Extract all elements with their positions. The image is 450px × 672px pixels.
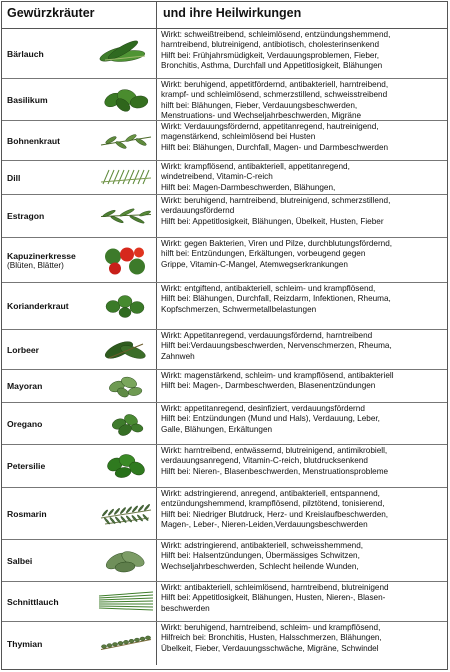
- herb-effects: [157, 29, 447, 78]
- herb-name: [2, 370, 94, 402]
- herb-effects: [157, 161, 447, 194]
- herb-effects: [157, 283, 447, 329]
- herb-name-label: Korianderkraut: [7, 301, 69, 311]
- herb-effects: [157, 121, 447, 160]
- herb-name: [2, 622, 94, 665]
- mayoran-leaves-icon: [94, 370, 157, 402]
- herb-name-label: Schnittlauch: [7, 596, 59, 607]
- herb-name: [2, 238, 94, 282]
- effects-line: Menstruations- und Wechseljahrbeschwerden, Migräne: [161, 111, 362, 120]
- herb-name-label: Dill: [7, 172, 21, 183]
- effects-line: Hilft bei: Niedriger Blutdruck, Herz- und Kreislaufbeschwerden,: [161, 509, 389, 519]
- herb-name-label: Bohnenkraut: [7, 135, 60, 146]
- baerlauch-leaves-icon: [94, 29, 157, 78]
- basilikum-leaves-icon: [94, 79, 157, 120]
- effects-line: verdauungsfördernd: [161, 206, 235, 216]
- herb-name: [2, 330, 94, 369]
- herb-rows: [2, 29, 447, 665]
- effects-line: hilft bei: Entzündungen, Erkältungen, vorbeugend gegen: [161, 249, 366, 259]
- table-row: [2, 29, 447, 79]
- effects-line: Wirkt: beruhigend, harntreibend, schleim- und krampflösend,: [161, 623, 381, 632]
- effects-line: Wirkt: Appetitanregend, verdauungsfördernd, harntreibend: [161, 331, 373, 340]
- herb-effects: [157, 370, 447, 402]
- herb-name: [2, 403, 94, 444]
- kapuzinerkresse-flowers-icon: [94, 238, 157, 282]
- herb-name: [2, 121, 94, 160]
- effects-line: Hilft bei: Magen-, Darmbeschwerden, Blasenentzündungen: [161, 381, 376, 391]
- effects-line: magenstärkend, schleimlösend bei Husten: [161, 132, 316, 142]
- effects-line: Übelkeit, Fieber, Verdauungsschwäche, Migräne, Schwindel: [161, 643, 379, 653]
- effects-line: Wirkt: entgiftend, antibakteriell, schleim- und krampflösend,: [161, 284, 376, 293]
- effects-line: Wechseljahrbeschwerden, Schlecht heilende Wunden,: [161, 561, 359, 571]
- herb-effects: [157, 79, 447, 120]
- effects-line: entzündungshemmend, krampflösend, pilztötend, tonisierend,: [161, 499, 385, 509]
- herb-name-label: Bärlauch: [7, 48, 44, 59]
- table-row: [2, 330, 447, 370]
- herb-name-label: Rosmarin: [7, 508, 47, 519]
- header-col-herbs: Gewürzkräuter: [2, 2, 157, 28]
- herb-name-label: Kapuzinerkresse: [7, 250, 76, 261]
- effects-line: Galle, Blähungen, Erkältungen: [161, 424, 273, 434]
- effects-line: Wirkt: gegen Bakterien, Viren und Pilze, durchblutungsfördernd,: [161, 239, 393, 248]
- herb-name-label: Salbei: [7, 555, 33, 566]
- effects-line: Hilft bei:Verdauungsbeschwerden, Nervenschmerzen, Rheuma,: [161, 341, 392, 351]
- effects-line: Wirkt: adstringierend, anregend, antibakteriell, entspannend,: [161, 489, 380, 498]
- effects-line: Hilft bei: Appetitlosigkeit, Blähungen, Husten, Nieren-, Blasen-: [161, 593, 386, 603]
- effects-line: Wirkt: adstringierend, antibakteriell, schweisshemmend,: [161, 541, 364, 550]
- effects-line: Hilft bei: Blähungen, Durchfall, Magen- und Darmbeschwerden: [161, 142, 389, 152]
- dill-fronds-icon: [94, 161, 157, 194]
- table-row: [2, 238, 447, 283]
- salbei-leaves-icon: [94, 540, 157, 581]
- effects-line: Hilft bei: Frühjahrsmüdigkeit, Verdauungsproblemen, Fieber,: [161, 50, 379, 60]
- rosmarin-sprigs-icon: [94, 488, 157, 539]
- herb-name-label: Thymian: [7, 638, 43, 649]
- effects-line: Hilft bei: Entzündungen (Mund und Hals), Verdauung, Leber,: [161, 414, 380, 424]
- effects-line: Wirkt: beruhigend, harntreibend, blutreinigend, schmerzstillend,: [161, 196, 391, 205]
- lorbeer-leaves-icon: [94, 330, 157, 369]
- herb-effects: [157, 330, 447, 369]
- herb-name: [2, 445, 94, 487]
- effects-line: Hilft bei: Halsentzündungen, Übermässiges Schwitzen,: [161, 551, 360, 561]
- table-row: [2, 488, 447, 540]
- effects-line: Wirkt: Verdauungsfördernd, appetitanregend, hautreinigend,: [161, 122, 379, 131]
- herb-effects: [157, 403, 447, 444]
- effects-line: Wirkt: appetitanregend, desinfiziert, verdauungsfördernd: [161, 404, 365, 413]
- effects-line: Wirkt: antibakteriell, schleimlösend, harntreibend, blutreinigend: [161, 583, 389, 592]
- table-row: [2, 622, 447, 665]
- table-row: [2, 79, 447, 121]
- herb-name: [2, 540, 94, 581]
- effects-line: Magen-, Leber-, Nieren-Leiden,Verdauungsbeschwerden: [161, 520, 368, 530]
- herb-name-label: Basilikum: [7, 94, 48, 105]
- effects-line: Wirkt: schweißtreibend, schleimlösend, entzündungshemmend,: [161, 30, 391, 39]
- herb-name: [2, 283, 94, 329]
- effects-line: harntreibend, blutreinigend, antibiotisch, cholesterinsenkend: [161, 40, 380, 50]
- table-row: [2, 445, 447, 488]
- table-row: [2, 195, 447, 238]
- koriander-leaves-icon: [94, 283, 157, 329]
- herb-name-note: (Blüten, Blätter): [7, 260, 64, 270]
- table-row: [2, 540, 447, 582]
- herb-effects: [157, 195, 447, 237]
- herb-name-label: Petersilie: [7, 461, 46, 471]
- herb-name: [2, 488, 94, 539]
- herb-name: [2, 161, 94, 194]
- herb-name-label: Lorbeer: [7, 344, 39, 355]
- effects-line: Wirkt: krampflösend, antibakteriell, appetitanregend,: [161, 162, 350, 171]
- thymian-sprig-icon: [94, 622, 157, 665]
- effects-line: Wirkt: beruhigend, appetitfördernd, antibakteriell, harntreibend,: [161, 80, 389, 89]
- herb-name-label: Mayoran: [7, 381, 43, 391]
- herb-name: [2, 582, 94, 621]
- effects-line: Hilft bei: Appetitlosigkeit, Blähungen, Übelkeit, Husten, Fieber: [161, 216, 384, 226]
- herb-effects: [157, 238, 447, 282]
- herb-effects: [157, 445, 447, 487]
- oregano-leaves-icon: [94, 403, 157, 444]
- table-header: [2, 2, 447, 29]
- table-row: [2, 403, 447, 445]
- estragon-sprig-icon: [94, 195, 157, 237]
- herb-effects: [157, 540, 447, 581]
- effects-line: Hilft bei: Nieren-, Blasenbeschwerden, Menstruationsprobleme: [161, 466, 389, 476]
- herb-effects: [157, 488, 447, 539]
- effects-line: Hilft bei: Blähungen, Durchfall, Reizdarm, Infektionen, Rheuma,: [161, 294, 391, 304]
- herb-table: [1, 1, 448, 670]
- table-row: [2, 283, 447, 330]
- effects-line: Hilft bei: Magen-Darmbeschwerden, Blähungen,: [161, 182, 336, 192]
- effects-line: Zahnweh: [161, 351, 195, 361]
- effects-line: Grippe, Vitamin-C-Mangel, Atemwegserkrankungen: [161, 259, 348, 269]
- header-col-effects: und ihre Heilwirkungen: [163, 6, 302, 20]
- herb-name: [2, 29, 94, 78]
- effects-line: krampf- und schleimlösend, schmerzstillend, schweisstreibend: [161, 90, 388, 100]
- effects-line: verdauungsanregend, Vitamin-C-reich, blutdrucksenkend: [161, 456, 368, 466]
- table-row: [2, 121, 447, 161]
- effects-line: Kopfschmerzen, Schwermetallbelastungen: [161, 304, 317, 314]
- herb-effects: [157, 622, 447, 665]
- herb-effects: [157, 582, 447, 621]
- effects-line: windetreibend, Vitamin-C-reich: [161, 172, 273, 182]
- effects-line: hilft bei: Blähungen, Fieber, Verdauungsbeschwerden,: [161, 100, 358, 110]
- bohnenkraut-sprig-icon: [94, 121, 157, 160]
- effects-line: beschwerden: [161, 603, 210, 613]
- herb-name: [2, 195, 94, 237]
- effects-line: Bronchitis, Asthma, Durchfall und Appetitlosigkeit, Blähungen: [161, 61, 383, 71]
- table-row: [2, 582, 447, 622]
- herb-name: [2, 79, 94, 120]
- table-row: [2, 161, 447, 195]
- effects-line: Hilfreich bei: Bronchitis, Husten, Halsschmerzen, Blähungen,: [161, 633, 382, 643]
- table-row: [2, 370, 447, 403]
- petersilie-leaves-icon: [94, 445, 157, 487]
- effects-line: Wirkt: magenstärkend, schleim- und krampflösend, antibakteriell: [161, 371, 394, 380]
- herb-name-label: Oregano: [7, 418, 43, 429]
- effects-line: Wirkt: harntreibend, entwässernd, blutreinigend, antimikrobiell,: [161, 446, 388, 455]
- schnittlauch-stalks-icon: [94, 582, 157, 621]
- herb-name-label: Estragon: [7, 211, 45, 221]
